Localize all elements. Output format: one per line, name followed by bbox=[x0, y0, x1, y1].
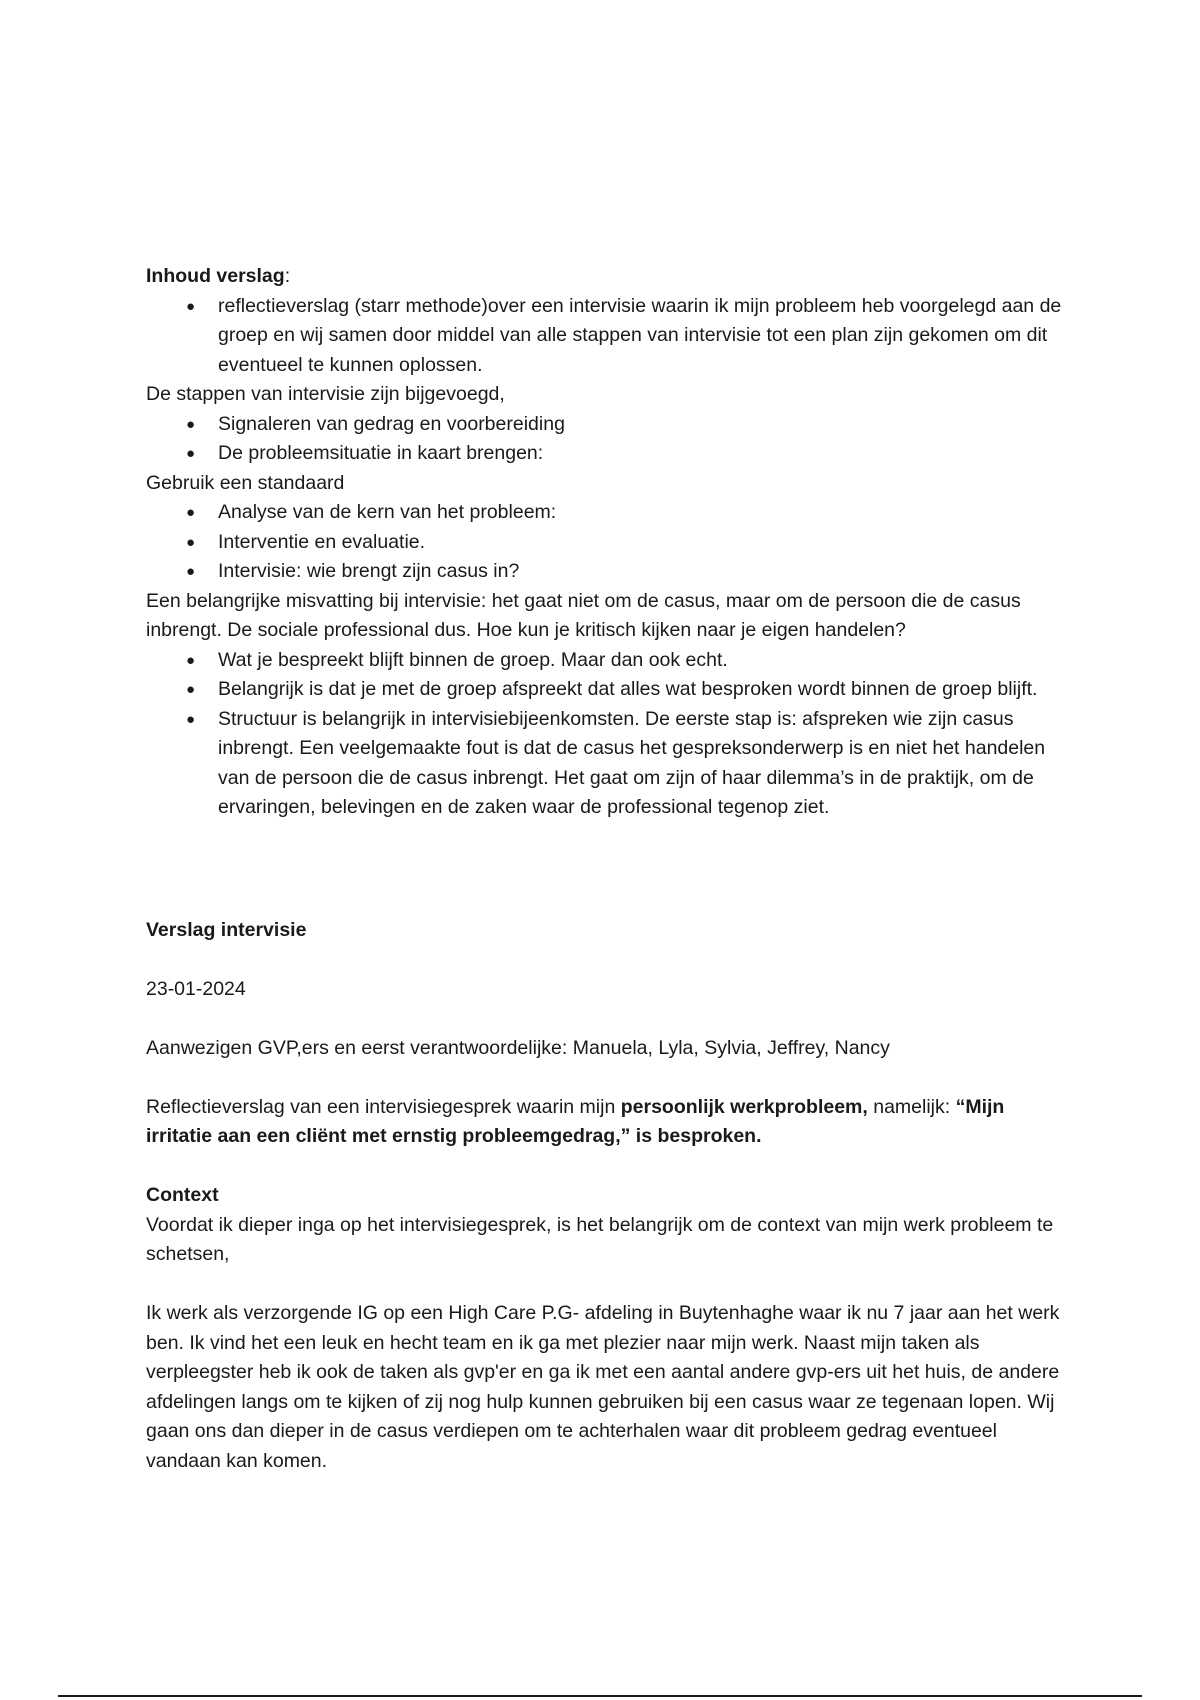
bullet-icon: ● bbox=[186, 445, 196, 462]
list-item bbox=[146, 646, 1066, 676]
contents-heading-line bbox=[146, 262, 1066, 292]
reflection-bold-quote: “Mijn irritatie aan een cliënt met ernstig probleemgedrag,” is besproken. bbox=[146, 1095, 1005, 1147]
bullet-text: Intervisie: wie brengt zijn casus in? bbox=[218, 560, 520, 582]
work-paragraph: Ik werk als verzorgende IG op een High Care P.G- afdeling in Buytenhaghe waar ik nu 7 jaar aan het werk ben. Ik vind het een leuk en hecht team en ik ga met plezier naar mijn werk. Naast mijn taken als verpleegster heb ik ook de taken als gvp'er en ga ik met een aantal andere gvp-ers uit het huis, de andere afdelingen langs om te kijken of zij nog hulp kunnen gebruiken bij een casus waar ze tegenaan lopen. Wij gaan ons dan dieper in de casus verdiepen om te achterhalen waar dit probleem gedrag eventueel vandaan kan komen. bbox=[146, 1302, 1060, 1472]
steps-list-b bbox=[146, 498, 1066, 587]
bullet-icon: ● bbox=[186, 415, 196, 433]
context-heading: Context bbox=[146, 1184, 219, 1206]
list-item bbox=[146, 675, 1066, 705]
page-bottom-divider bbox=[58, 1695, 1142, 1697]
reflection-bold-problem: persoonlijk werkprobleem, bbox=[620, 1095, 868, 1118]
bullet-text: Interventie en evaluatie. bbox=[218, 530, 426, 553]
bullet-icon: ● bbox=[186, 681, 196, 698]
reflection-paragraph bbox=[146, 1093, 1066, 1152]
steps-intro: De stappen van intervisie zijn bijgevoegd, bbox=[146, 383, 505, 405]
attendees-line: Aanwezigen GVP,ers en eerst verantwoordelijke: Manuela, Lyla, Sylvia, Jeffrey, Nancy bbox=[146, 1036, 890, 1059]
bullet-text: Belangrijk is dat je met de groep afspreekt dat alles wat besproken wordt binnen de groep blijft. bbox=[218, 678, 1038, 700]
spacer bbox=[146, 1063, 1066, 1093]
bullet-icon: ● bbox=[186, 504, 196, 521]
list-item bbox=[146, 528, 1066, 558]
bullet-text: Structuur is belangrijk in intervisiebijeenkomsten. De eerste stap is: afspreken wie zijn casus inbrengt. Een veelgemaakte fout is dat de casus het gespreksonderwerp is en niet het handelen van de persoon die de casus inbrengt. Het gaat om zijn of haar dilemma’s in de praktijk, om de ervaringen, belevingen en de zaken waar de professional tegenop ziet. bbox=[218, 707, 1046, 818]
list-item bbox=[146, 498, 1066, 528]
contents-heading-colon: : bbox=[284, 265, 291, 287]
spacer bbox=[146, 1152, 1066, 1182]
intro-bullet-list bbox=[146, 292, 1066, 381]
bullet-text: reflectieverslag (starr methode)over een intervisie waarin ik mijn probleem heb voorgelegd aan de groep en wij samen door middel van alle stappen van intervisie tot een plan zijn gekomen om dit eventueel te kunnen oplossen. bbox=[218, 294, 1062, 376]
section-spacer bbox=[146, 823, 1066, 916]
bullet-text: Wat je bespreekt blijft binnen de groep. Maar dan ook echt. bbox=[218, 648, 728, 671]
document-page bbox=[146, 262, 1066, 1476]
report-heading: Verslag intervisie bbox=[146, 918, 307, 941]
bullet-icon: ● bbox=[186, 297, 196, 315]
bullet-icon: ● bbox=[186, 533, 196, 551]
list-item bbox=[146, 439, 1066, 469]
contents-heading: Inhoud verslag bbox=[146, 265, 285, 287]
list-item bbox=[146, 557, 1066, 587]
bullet-icon: ● bbox=[186, 710, 196, 728]
bullet-text: De probleemsituatie in kaart brengen: bbox=[218, 442, 544, 464]
reflection-lead: Reflectieverslag van een intervisiegesprek waarin mijn bbox=[146, 1095, 621, 1118]
bullet-text: Signaleren van gedrag en voorbereiding bbox=[218, 412, 565, 435]
list-item bbox=[146, 705, 1066, 823]
rules-list bbox=[146, 646, 1066, 823]
spacer bbox=[146, 1270, 1066, 1300]
list-item bbox=[146, 292, 1066, 381]
misconception-paragraph: Een belangrijke misvatting bij intervisie: het gaat niet om de casus, maar om de persoon die de casus inbrengt. De sociale professional dus. Hoe kun je kritisch kijken naar je eigen handelen? bbox=[146, 589, 1021, 641]
spacer bbox=[146, 1004, 1066, 1034]
context-paragraph: Voordat ik dieper inga op het intervisiegesprek, is het belangrijk om de context van mijn werk probleem te schetsen, bbox=[146, 1213, 1054, 1265]
bullet-text: Analyse van de kern van het probleem: bbox=[218, 501, 557, 523]
bullet-icon: ● bbox=[186, 651, 196, 669]
reflection-mid: namelijk: bbox=[867, 1095, 956, 1118]
standard-line: Gebruik een standaard bbox=[146, 471, 345, 494]
steps-list-a bbox=[146, 410, 1066, 469]
report-date: 23-01-2024 bbox=[146, 977, 246, 1000]
list-item bbox=[146, 410, 1066, 440]
bullet-icon: ● bbox=[186, 563, 196, 580]
spacer bbox=[146, 945, 1066, 975]
